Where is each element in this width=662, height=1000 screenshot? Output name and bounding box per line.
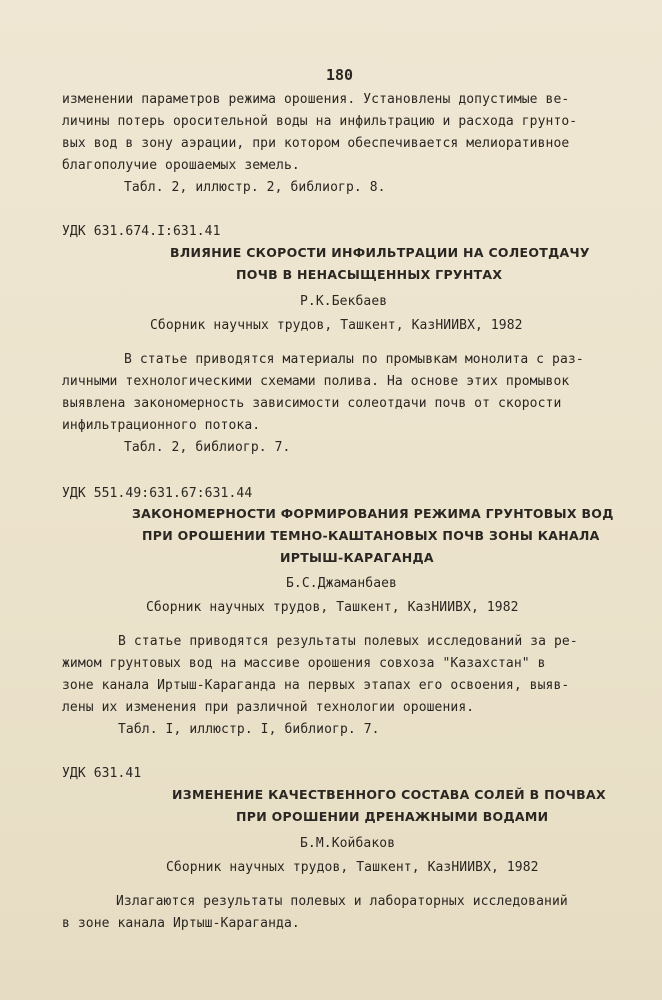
entry-title-line: ИРТЫШ-КАРАГАНДА [280, 550, 434, 565]
entry-title-line: ЗАКОНОМЕРНОСТИ ФОРМИРОВАНИЯ РЕЖИМА ГРУНТОВЫХ ВОД [132, 506, 614, 521]
entry-abstract-line: инфильтрационного потока. [62, 418, 261, 433]
entry-title-line: ПРИ ОРОШЕНИИ ДРЕНАЖНЫМИ ВОДАМИ [236, 809, 549, 824]
entry-author: Б.М.Койбаков [300, 836, 396, 851]
intro-line: благополучие орошаемых земель. [62, 158, 300, 173]
entry-udk: УДК 631.674.I:631.41 [62, 224, 221, 239]
entry-source: Сборник научных трудов, Ташкент, КазНИИВХ, 1982 [150, 318, 523, 333]
entry-abstract-line: зоне канала Иртыш-Караганда на первых этапах его освоения, выяв- [62, 678, 570, 693]
entry-title-line: ПРИ ОРОШЕНИИ ТЕМНО-КАШТАНОВЫХ ПОЧВ ЗОНЫ КАНАЛА [142, 528, 600, 543]
entry-abstract-line: выявлена закономерность зависимости солеотдачи почв от скорости [62, 396, 562, 411]
entry-author: Р.К.Бекбаев [300, 294, 388, 309]
entry-title-line: ИЗМЕНЕНИЕ КАЧЕСТВЕННОГО СОСТАВА СОЛЕЙ В ПОЧВАХ [172, 787, 606, 802]
intro-line: личины потерь оросительной воды на инфильтрацию и расхода грунто- [62, 114, 578, 129]
entry-author: Б.С.Джаманбаев [286, 576, 397, 591]
intro-line: вых вод в зону аэрации, при котором обеспечивается мелиоративное [62, 136, 570, 151]
page-number: 180 [326, 66, 354, 84]
entry-abstract-line: В статье приводятся материалы по промывкам монолита с раз- [124, 352, 584, 367]
entry-abstract-line: жимом грунтовых вод на массиве орошения совхоза "Казахстан" в [62, 656, 546, 671]
entry-abstract-line: в зоне канала Иртыш-Караганда. [62, 916, 300, 931]
entry-source: Сборник научных трудов, Ташкент, КазНИИВХ, 1982 [166, 860, 539, 875]
entry-title-line: ПОЧВ В НЕНАСЫЩЕННЫХ ГРУНТАХ [236, 267, 503, 282]
entry-udk: УДК 631.41 [62, 766, 142, 781]
entry-udk: УДК 551.49:631.67:631.44 [62, 486, 253, 501]
entry-abstract-line: лены их изменения при различной технологии орошения. [62, 700, 475, 715]
entry-abstract-line: личными технологическими схемами полива. На основе этих промывок [62, 374, 570, 389]
entry-tables: Табл. I, иллюстр. I, библиогр. 7. [118, 722, 380, 737]
entry-source: Сборник научных трудов, Ташкент, КазНИИВХ, 1982 [146, 600, 519, 615]
entry-abstract-line: Излагаются результаты полевых и лабораторных исследований [116, 894, 568, 909]
entry-abstract-line: В статье приводятся результаты полевых исследований за ре- [118, 634, 578, 649]
intro-line: изменении параметров режима орошения. Установлены допустимые ве- [62, 92, 570, 107]
entry-tables: Табл. 2, библиогр. 7. [124, 440, 291, 455]
entry-title-line: ВЛИЯНИЕ СКОРОСТИ ИНФИЛЬТРАЦИИ НА СОЛЕОТДАЧУ [170, 245, 590, 260]
intro-tables: Табл. 2, иллюстр. 2, библиогр. 8. [124, 180, 386, 195]
